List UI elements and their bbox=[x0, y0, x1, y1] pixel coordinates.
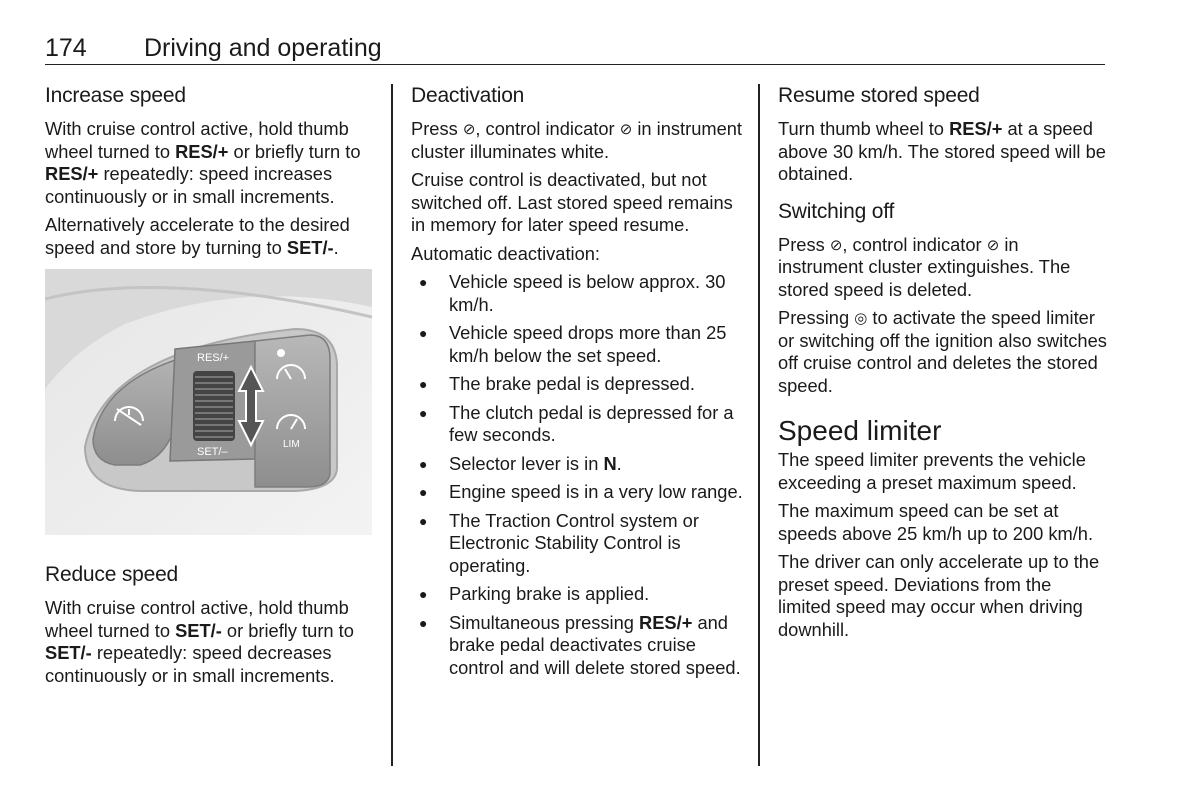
paragraph: With cruise control active, hold thumb wheel turned to SET/- or briefly turn to SET/- repeatedly: speed decreases continuously or in small increments. bbox=[45, 597, 354, 686]
list-item: ● Simultaneous pressing RES/+ and brake pedal deactivates cruise control and will delete stored speed. bbox=[411, 612, 746, 680]
list-item: ● The Traction Control system or Electronic Stability Control is operating. bbox=[411, 510, 746, 578]
list-item: ● The brake pedal is depressed. bbox=[411, 373, 746, 396]
section-heading-switching-off: Switching off bbox=[778, 199, 895, 223]
list-item: ● Parking brake is applied. bbox=[411, 583, 746, 606]
section-heading-resume-stored-speed: Resume stored speed bbox=[778, 84, 980, 107]
section-heading-speed-limiter: Speed limiter bbox=[778, 415, 942, 446]
chapter-title: Driving and operating bbox=[144, 34, 382, 62]
column-divider bbox=[391, 84, 393, 766]
steering-wheel-controls-illustration bbox=[45, 269, 372, 535]
paragraph: Alternatively accelerate to the desired speed and store by turning to SET/-. bbox=[45, 214, 350, 258]
deactivation-list bbox=[411, 271, 746, 679]
res-label: RES/+ bbox=[197, 352, 230, 364]
speed-limiter-icon: ◎ bbox=[854, 310, 868, 327]
paragraph: Automatic deactivation: bbox=[411, 242, 601, 264]
list-item: ● Engine speed is in a very low range. bbox=[411, 481, 746, 504]
cruise-off-icon: ⊘ bbox=[462, 121, 476, 138]
column-divider bbox=[758, 84, 760, 766]
column-3 bbox=[778, 84, 1108, 647]
paragraph: The speed limiter prevents the vehicle exceeding a preset maximum speed. bbox=[778, 449, 1086, 493]
cruise-indicator-icon: ⊘ bbox=[986, 236, 1000, 254]
list-item: ● The clutch pedal is depressed for a few seconds. bbox=[411, 402, 746, 447]
paragraph: Pressing ◎ to activate the speed limiter or switching off the ignition also switches off cruise control and deletes the stored speed. bbox=[778, 307, 1107, 396]
list-item: ● Vehicle speed drops more than 25 km/h below the set speed. bbox=[411, 322, 746, 367]
page-number: 174 bbox=[45, 34, 87, 62]
paragraph: Cruise control is deactivated, but not switched off. Last stored speed remains in memory for later speed resume. bbox=[411, 169, 733, 235]
section-heading-reduce-speed: Reduce speed bbox=[45, 563, 179, 586]
section-heading-increase-speed: Increase speed bbox=[45, 84, 186, 107]
set-label: SET/– bbox=[197, 446, 228, 458]
paragraph: Press ⊘, control indicator ⊘ in instrument cluster illuminates white. bbox=[411, 118, 742, 162]
paragraph: The maximum speed can be set at speeds above 25 km/h up to 200 km/h. bbox=[778, 500, 1094, 544]
cruise-indicator-icon: ⊘ bbox=[829, 236, 843, 254]
column-2 bbox=[411, 84, 746, 685]
paragraph: With cruise control active, hold thumb wheel turned to RES/+ or briefly turn to RES/+ repeatedly: speed increases continuously or in small increments. bbox=[45, 118, 361, 207]
list-item: ● Vehicle speed is below approx. 30 km/h. bbox=[411, 271, 746, 316]
column-1 bbox=[45, 84, 375, 693]
lim-label: LIM bbox=[283, 439, 300, 450]
paragraph: Press ⊘, control indicator ⊘ in instrument cluster extinguishes. The stored speed is deleted. bbox=[778, 233, 1071, 300]
list-item: ● Selector lever is in N. bbox=[411, 453, 746, 476]
paragraph: The driver can only accelerate up to the preset speed. Deviations from the limited speed may occur when driving downhill. bbox=[778, 551, 1100, 640]
paragraph: Turn thumb wheel to RES/+ at a speed above 30 km/h. The stored speed will be obtained. bbox=[778, 118, 1106, 184]
cruise-indicator-icon: ⊘ bbox=[619, 121, 633, 138]
section-heading-deactivation: Deactivation bbox=[411, 84, 525, 107]
page-header bbox=[45, 34, 1105, 65]
